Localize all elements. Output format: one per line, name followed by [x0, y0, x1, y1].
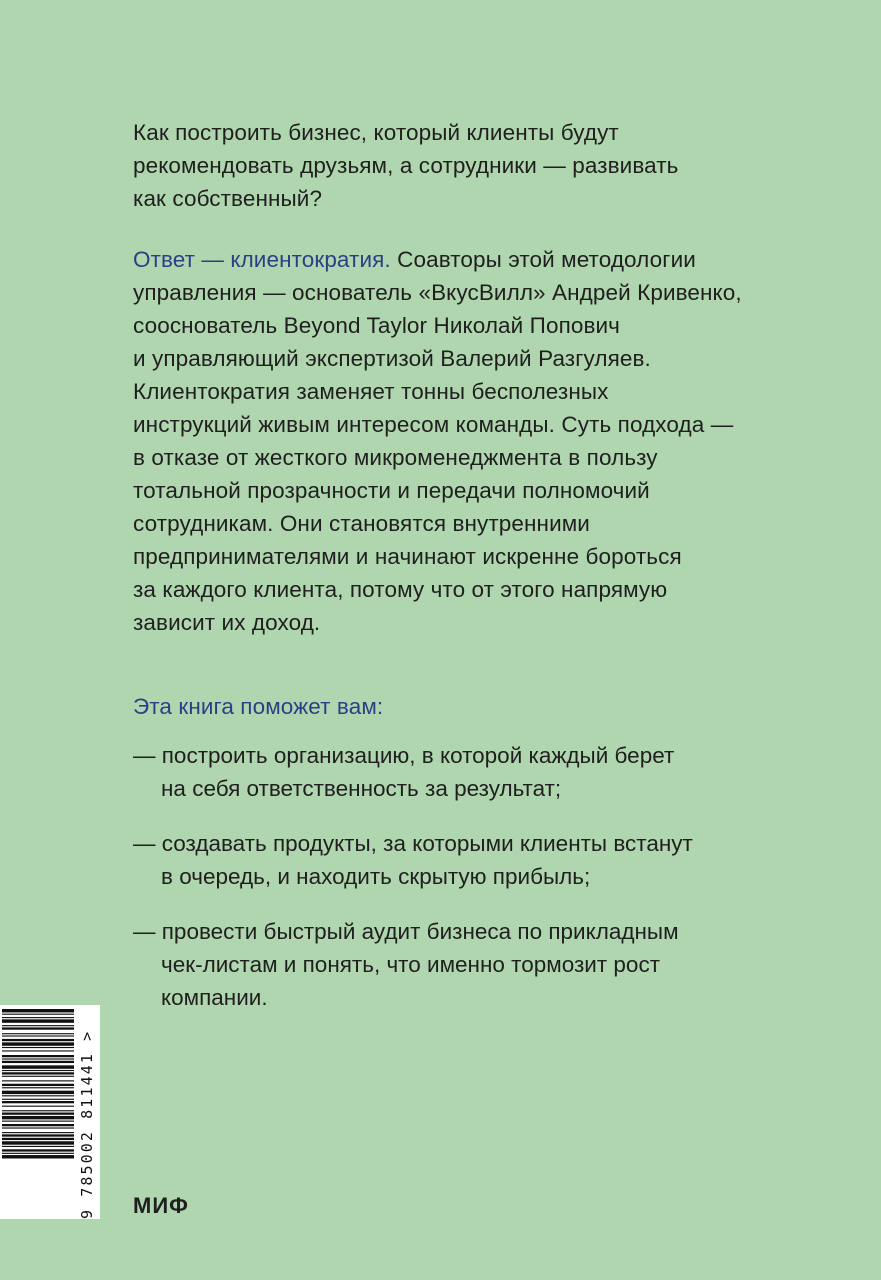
- barcode-bar: [2, 1124, 74, 1126]
- main-line: в отказе от жесткого микроменеджмента в пользу: [133, 445, 658, 470]
- main-line: предпринимателями и начинают искренне бороться: [133, 544, 682, 569]
- intro-line: рекомендовать друзьям, а сотрудники — развивать: [133, 153, 679, 178]
- barcode-bar: [2, 1113, 74, 1115]
- intro-line: как собственный?: [133, 186, 323, 211]
- list-item: [133, 739, 833, 805]
- barcode-bar: [2, 1138, 74, 1140]
- barcode-bar: [2, 1087, 74, 1088]
- list-item-first-line: — построить организацию, в которой каждый берет: [133, 743, 675, 768]
- barcode-bar: [2, 1110, 74, 1111]
- barcode-bar: [2, 1127, 74, 1128]
- list-item-first-line: — провести быстрый аудит бизнеса по прикладным: [133, 919, 679, 944]
- barcode-bar: [2, 1035, 74, 1036]
- barcode-bar: [2, 1047, 74, 1048]
- barcode-bar: [2, 1084, 74, 1086]
- barcode-bar: [2, 1065, 74, 1068]
- barcode-bar: [2, 1033, 74, 1034]
- barcode-bar: [2, 1101, 74, 1103]
- list-item-first-line: — создавать продукты, за которыми клиенты встанут: [133, 831, 693, 856]
- barcode-bar: [2, 1055, 74, 1057]
- barcode-bar: [2, 1061, 74, 1063]
- main-line: тотальной прозрачности и передачи полномочий: [133, 478, 650, 503]
- list-item-line: на себя ответственность за результат;: [161, 776, 562, 801]
- barcode-bar: [2, 1009, 74, 1012]
- intro-line: Как построить бизнес, который клиенты будут: [133, 120, 619, 145]
- barcode-bar: [2, 1149, 74, 1151]
- barcode-bar: [2, 1039, 74, 1041]
- isbn-digits: 9 785002 811441 >: [78, 1029, 96, 1219]
- main-line: и управляющий экспертизой Валерий Разгуляев.: [133, 346, 651, 371]
- benefits-list: [133, 739, 833, 1036]
- barcode-bar: [2, 1076, 74, 1077]
- barcode-bar: [2, 1095, 74, 1096]
- barcode-bar: [2, 1042, 74, 1045]
- barcode-bar: [2, 1132, 74, 1133]
- barcode-bar: [2, 1146, 74, 1147]
- barcode-bar: [2, 1134, 74, 1136]
- main-first-line: [133, 243, 813, 276]
- main-line: сооснователь Beyond Taylor Николай Попович: [133, 313, 621, 338]
- barcode-bar: [2, 1106, 74, 1107]
- main-description: [133, 243, 813, 639]
- barcode-bar: [2, 1050, 74, 1051]
- main-line: сотрудникам. Они становятся внутренними: [133, 511, 590, 536]
- barcode-bar: [2, 1141, 74, 1144]
- main-line: управления — основатель «ВкусВилл» Андрей Кривенко,: [133, 280, 742, 305]
- list-item: [133, 827, 833, 893]
- list-item-line: компании.: [161, 985, 268, 1010]
- barcode-bar: [2, 1155, 74, 1158]
- intro-question: [133, 116, 813, 215]
- barcode-bar: [2, 1072, 74, 1074]
- barcode-bar: [2, 1116, 74, 1119]
- main-line: за каждого клиента, потому что от этого напрямую: [133, 577, 668, 602]
- barcode-bar: [2, 1025, 74, 1026]
- barcode-bar: [2, 1017, 74, 1018]
- barcode-bar: [2, 1153, 74, 1154]
- barcode-bar: [2, 1058, 74, 1059]
- helps-heading: Эта книга поможет вам:: [133, 694, 384, 719]
- list-item-line: в очередь, и находить скрытую прибыль;: [161, 864, 591, 889]
- barcode-bar: [2, 1019, 74, 1022]
- barcode-bar: [2, 1121, 74, 1122]
- list-item-line: чек-листам и понять, что именно тормозит рост: [161, 952, 660, 977]
- main-line: инструкций живым интересом команды. Суть подхода —: [133, 412, 734, 437]
- barcode-bar: [2, 1027, 74, 1029]
- answer-accent: Ответ — клиентократия.: [133, 247, 391, 272]
- main-line: зависит их доход.: [133, 610, 321, 635]
- list-item: [133, 915, 833, 1014]
- main-first-rest: Соавторы этой методологии: [390, 247, 696, 272]
- barcode-bar: [2, 1014, 74, 1015]
- barcode-bar: [2, 1070, 74, 1071]
- publisher-logo: МИФ: [133, 1193, 189, 1218]
- isbn-barcode: [0, 1005, 100, 1219]
- barcode-bar: [2, 1091, 74, 1094]
- barcode-bar: [2, 1080, 74, 1081]
- main-line: Клиентократия заменяет тонны бесполезных: [133, 379, 609, 404]
- barcode-graphic: [0, 1005, 74, 1219]
- barcode-bar: [2, 1099, 74, 1100]
